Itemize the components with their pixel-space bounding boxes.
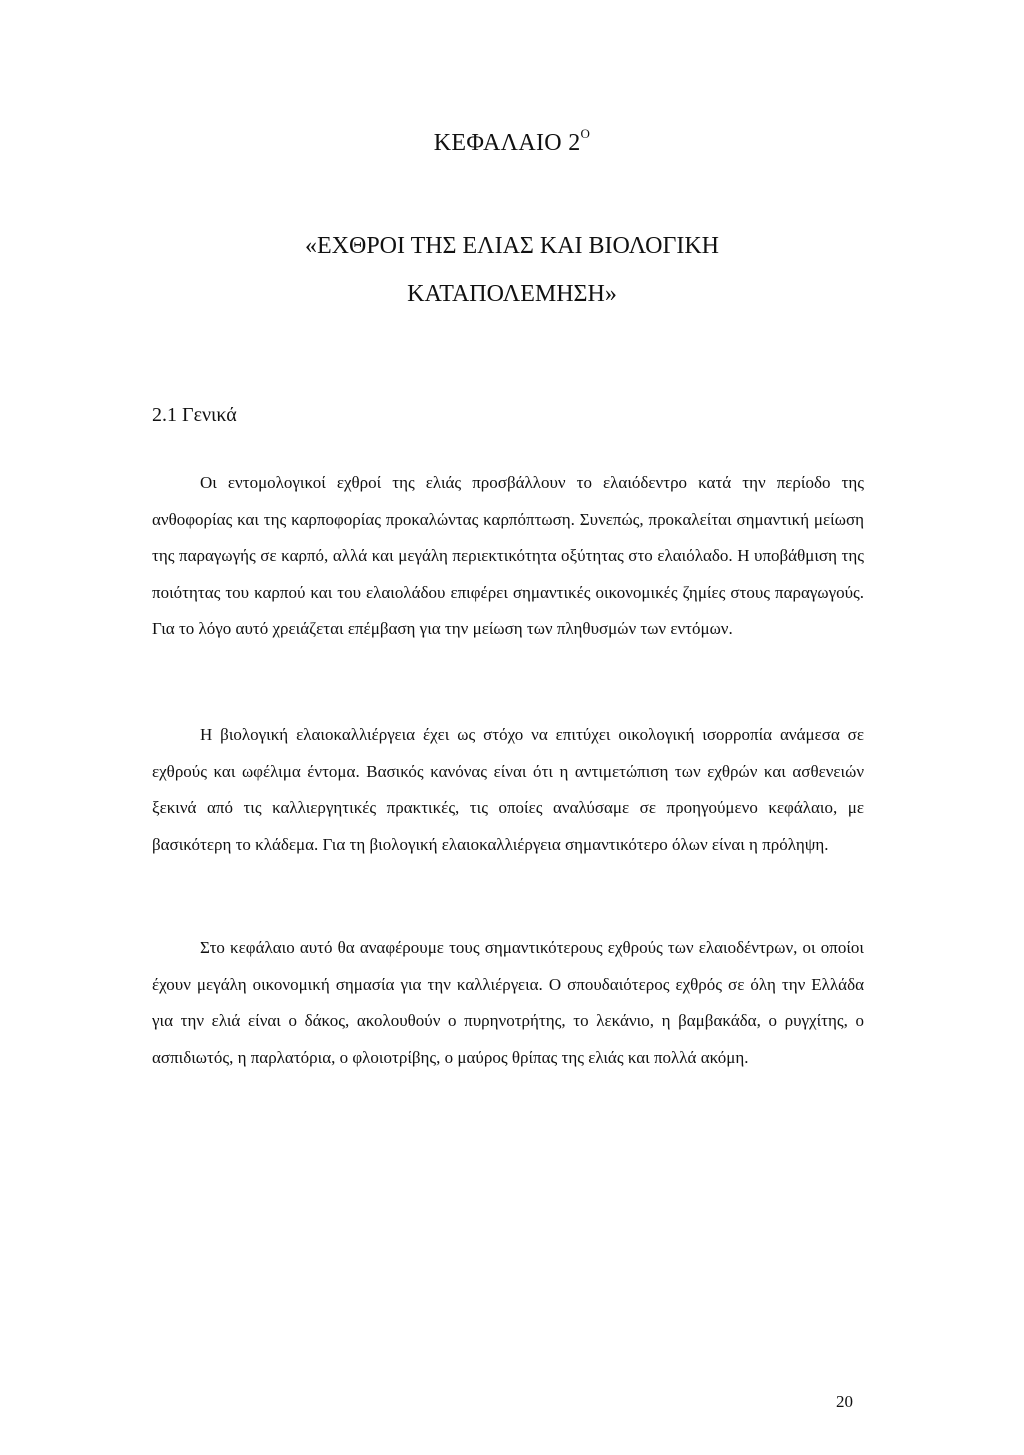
chapter-title-line-2: ΚΑΤΑΠΟΛΕΜΗΣΗ»: [407, 281, 617, 307]
page-number: 20: [836, 1392, 853, 1411]
chapter-title: [0, 222, 1024, 318]
paragraph-3: Στο κεφάλαιο αυτό θα αναφέρουμε τους σημαντικότερους εχθρούς των ελαιοδέντρων, οι οποίοι έχουν μεγάλη οικονομική σημασία για την καλλιέργεια. Ο σπουδαιότερος εχθρός σε όλη την Ελλάδα για την ελιά είναι ο δάκος, ακολουθούν ο πυρηνοτρήτης, το λεκάνιο, η βαμβακάδα, ο ρυγχίτης, ο ασπιδιωτός, η παρλατόρια, ο φλοιοτρίβης, ο μαύρος θρίπας της ελιάς και πολλά ακόμη.: [152, 938, 864, 1067]
chapter-superscript: O: [580, 126, 591, 141]
paragraph-2: Η βιολογική ελαιοκαλλιέργεια έχει ως στόχο να επιτύχει οικολογική ισορροπία ανάμεσα σε εχθρούς και ωφέλιμα έντομα. Βασικός κανόνας είναι ότι η αντιμετώπιση των εχθρών και ασθενειών ξεκινά από τις καλλιεργητικές πρακτικές, τις οποίες αναλύσαμε σε προηγούμενο κεφάλαιο, με βασικότερη το κλάδεμα. Για τη βιολογική ελαιοκαλλιέργεια σημαντικότερο όλων είναι η πρόληψη.: [152, 725, 864, 854]
chapter-heading: [0, 126, 1024, 157]
section-heading: 2.1 Γενικά: [152, 404, 237, 426]
chapter-title-line-1: «ΕΧΘΡΟΙ ΤΗΣ ΕΛΙΑΣ ΚΑΙ ΒΙΟΛΟΓΙΚΗ: [305, 233, 719, 259]
paragraph-1: Οι εντομολογικοί εχθροί της ελιάς προσβάλλουν το ελαιόδεντρο κατά την περίοδο της ανθοφορίας και της καρποφορίας προκαλώντας καρπόπτωση. Συνεπώς, προκαλείται σημαντική μείωση της παραγωγής σε καρπό, αλλά και μεγάλη περιεκτικότητα οξύτητας στο ελαιόλαδο. Η υποβάθμιση της ποιότητας του καρπού και του ελαιολάδου επιφέρει σημαντικές οικονομικές ζημίες στους παραγωγούς. Για το λόγο αυτό χρειάζεται επέμβαση για την μείωση των πληθυσμών των εντόμων.: [152, 473, 864, 638]
chapter-label: ΚΕΦΑΛΑΙΟ 2: [433, 130, 581, 156]
